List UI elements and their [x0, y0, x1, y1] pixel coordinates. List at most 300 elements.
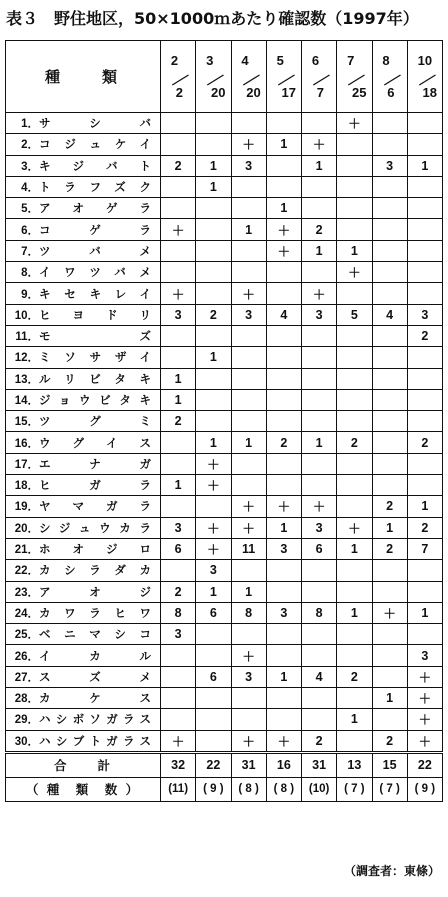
species-number: 11．: [15, 331, 39, 344]
count-cell: [231, 475, 266, 496]
species-rows: [6, 113, 443, 753]
species-name: イ カ ル: [39, 648, 151, 663]
species-number: 22．: [14, 565, 39, 578]
count-cell: [266, 624, 301, 645]
count-cell: [407, 347, 442, 368]
species-name: ハシボソガラス: [39, 712, 151, 727]
count-cell: 4: [302, 666, 337, 687]
count-cell: ＋: [196, 517, 231, 538]
count-cell: 3: [161, 517, 196, 538]
count-cell: ＋: [337, 517, 372, 538]
total-value: 22: [196, 752, 231, 777]
count-cell: 1: [407, 155, 442, 176]
count-cell: [266, 113, 301, 134]
count-cell: 6: [196, 666, 231, 687]
date-header: [266, 41, 301, 113]
count-cell: [266, 368, 301, 389]
count-cell: [372, 325, 407, 346]
date-day: 18: [422, 85, 438, 100]
count-cell: [372, 262, 407, 283]
table-row: [6, 198, 443, 219]
count-cell: ＋: [231, 517, 266, 538]
total-value: 16: [266, 752, 301, 777]
date-slash: [267, 41, 302, 112]
count-cell: [266, 347, 301, 368]
species-number: 13．: [14, 373, 39, 386]
count-cell: [302, 453, 337, 474]
count-cell: ＋: [302, 496, 337, 517]
species-name: ヒ ヨ ド リ: [39, 307, 151, 322]
date-day: 7: [316, 85, 325, 100]
species-name-cell: [6, 560, 161, 581]
count-cell: 1: [266, 517, 301, 538]
count-cell: 2: [161, 411, 196, 432]
count-cell: [231, 368, 266, 389]
species-name-cell: [6, 219, 161, 240]
count-cell: [231, 176, 266, 197]
date-day: 6: [387, 85, 395, 100]
count-cell: 3: [302, 304, 337, 325]
species-number: 25．: [14, 629, 39, 642]
species-name: ミソサザイ: [39, 350, 151, 365]
count-cell: [372, 666, 407, 687]
count-cell: [161, 688, 196, 709]
count-cell: [372, 581, 407, 602]
species-name-cell: [6, 283, 161, 304]
count-cell: [407, 134, 442, 155]
species-count-value: ( 7 ): [372, 777, 407, 801]
count-cell: [407, 283, 442, 304]
species-name-cell: [6, 496, 161, 517]
count-cell: [407, 453, 442, 474]
species-name-cell: [6, 176, 161, 197]
count-cell: [266, 262, 301, 283]
count-cell: [407, 198, 442, 219]
count-cell: [372, 453, 407, 474]
species-name: モ ズ: [39, 329, 151, 344]
count-cell: ＋: [407, 666, 442, 687]
count-cell: 2: [196, 304, 231, 325]
species-number: 21．: [14, 544, 39, 557]
count-cell: [337, 368, 372, 389]
count-cell: 3: [407, 304, 442, 325]
count-cell: [302, 325, 337, 346]
count-cell: [302, 581, 337, 602]
count-cell: 1: [302, 240, 337, 261]
count-cell: [372, 134, 407, 155]
species-name: ア オ ゲ ラ: [39, 201, 151, 216]
species-name-cell: [6, 688, 161, 709]
species-name: ツ バ メ: [39, 243, 151, 258]
species-count-value: ( 9 ): [407, 777, 442, 801]
date-header: [231, 41, 266, 113]
species-number: 30．: [14, 735, 39, 748]
table-row: [6, 155, 443, 176]
count-cell: [231, 389, 266, 410]
count-cell: [161, 325, 196, 346]
count-cell: [231, 453, 266, 474]
count-cell: 6: [302, 538, 337, 559]
count-cell: [231, 113, 266, 134]
count-cell: 2: [407, 325, 442, 346]
count-cell: 3: [231, 666, 266, 687]
count-cell: [161, 645, 196, 666]
count-cell: [372, 113, 407, 134]
count-cell: [196, 240, 231, 261]
count-cell: 1: [337, 538, 372, 559]
species-name-cell: [6, 581, 161, 602]
count-cell: [302, 113, 337, 134]
species-name: サ シ バ: [39, 116, 151, 131]
count-cell: 3: [407, 645, 442, 666]
table-row: [6, 602, 443, 623]
species-name-cell: [6, 155, 161, 176]
count-cell: ＋: [266, 496, 301, 517]
species-name: ベニマシコ: [39, 627, 151, 642]
count-cell: 1: [407, 602, 442, 623]
date-header: [196, 41, 231, 113]
count-cell: ＋: [161, 730, 196, 752]
count-cell: [266, 645, 301, 666]
species-count-value: ( 9 ): [196, 777, 231, 801]
count-cell: [302, 368, 337, 389]
count-cell: [407, 240, 442, 261]
count-cell: [337, 347, 372, 368]
species-name: カワラヒワ: [39, 605, 151, 620]
date-month: 10: [417, 53, 433, 68]
species-name: カ ケ ス: [39, 691, 151, 706]
count-cell: ＋: [196, 538, 231, 559]
count-cell: [372, 283, 407, 304]
species-count-value: ( 8 ): [266, 777, 301, 801]
date-header: [372, 41, 407, 113]
species-name-cell: [6, 602, 161, 623]
table-row: [6, 730, 443, 752]
count-cell: [407, 560, 442, 581]
count-cell: [196, 219, 231, 240]
species-count-value: ( 7 ): [337, 777, 372, 801]
count-cell: 3: [266, 602, 301, 623]
table-row: [6, 176, 443, 197]
count-cell: [302, 389, 337, 410]
date-day: 17: [281, 85, 297, 100]
count-cell: 1: [266, 134, 301, 155]
count-cell: [372, 475, 407, 496]
count-cell: ＋: [372, 602, 407, 623]
date-month: 3: [206, 53, 214, 68]
species-name: ヒ ガ ラ: [39, 478, 151, 493]
count-cell: [337, 411, 372, 432]
count-cell: [302, 198, 337, 219]
species-number: 26．: [14, 650, 39, 663]
species-header: 種 類: [6, 41, 161, 113]
count-cell: [302, 475, 337, 496]
count-cell: [196, 730, 231, 752]
species-name: エ ナ ガ: [39, 456, 151, 471]
date-month: 6: [311, 53, 320, 68]
count-cell: [372, 176, 407, 197]
count-cell: ＋: [196, 453, 231, 474]
count-cell: 1: [196, 176, 231, 197]
species-name-cell: [6, 262, 161, 283]
table-row: [6, 560, 443, 581]
count-cell: [337, 624, 372, 645]
count-cell: 5: [337, 304, 372, 325]
count-cell: ＋: [302, 283, 337, 304]
count-cell: [231, 262, 266, 283]
count-cell: 3: [372, 155, 407, 176]
table-row: [6, 262, 443, 283]
count-cell: [407, 113, 442, 134]
count-cell: [196, 709, 231, 730]
table-row: [6, 411, 443, 432]
count-cell: [231, 688, 266, 709]
date-day: 25: [352, 85, 367, 100]
count-cell: [196, 645, 231, 666]
count-cell: 1: [372, 517, 407, 538]
count-cell: 2: [161, 581, 196, 602]
count-cell: [372, 389, 407, 410]
count-cell: [266, 453, 301, 474]
species-number: 18．: [14, 480, 39, 493]
count-cell: 2: [372, 496, 407, 517]
count-cell: [161, 262, 196, 283]
count-cell: [337, 176, 372, 197]
count-cell: 3: [196, 560, 231, 581]
species-number: 17．: [14, 458, 39, 471]
date-day: 20: [246, 85, 261, 100]
species-name-cell: [6, 517, 161, 538]
count-cell: ＋: [407, 709, 442, 730]
count-cell: [266, 688, 301, 709]
count-cell: [196, 389, 231, 410]
count-cell: 7: [407, 538, 442, 559]
species-name: コ ゲ ラ: [39, 222, 151, 237]
count-cell: ＋: [231, 496, 266, 517]
species-number: 4．: [21, 182, 39, 195]
count-cell: [302, 560, 337, 581]
count-cell: 2: [407, 517, 442, 538]
species-number: 19．: [14, 501, 39, 514]
count-cell: [196, 113, 231, 134]
count-cell: 1: [266, 198, 301, 219]
count-cell: [337, 581, 372, 602]
species-number: 6．: [21, 224, 39, 237]
count-cell: 2: [372, 730, 407, 752]
count-cell: [372, 645, 407, 666]
table-row: [6, 688, 443, 709]
table-row: [6, 283, 443, 304]
count-cell: [337, 645, 372, 666]
species-number: 23．: [14, 586, 39, 599]
date-header: [161, 41, 196, 113]
count-cell: [266, 176, 301, 197]
count-cell: 1: [196, 581, 231, 602]
table-row: [6, 432, 443, 453]
species-name-cell: [6, 134, 161, 155]
species-name-cell: [6, 389, 161, 410]
count-cell: [337, 560, 372, 581]
species-name: ツ グ ミ: [39, 414, 151, 429]
species-number: 7．: [21, 245, 39, 258]
count-cell: 2: [372, 538, 407, 559]
count-cell: 1: [337, 240, 372, 261]
species-number: 24．: [14, 607, 39, 620]
species-count-label: （ 種 類 数 ）: [6, 777, 161, 801]
count-cell: [266, 475, 301, 496]
count-cell: 8: [302, 602, 337, 623]
species-name: コジュケイ: [39, 137, 151, 152]
count-cell: [337, 389, 372, 410]
species-name-cell: [6, 368, 161, 389]
count-cell: 1: [196, 432, 231, 453]
count-cell: 2: [337, 432, 372, 453]
species-name-cell: [6, 198, 161, 219]
count-cell: [337, 219, 372, 240]
count-cell: [407, 262, 442, 283]
date-slash: [337, 41, 372, 112]
count-cell: 1: [407, 496, 442, 517]
table-row: [6, 666, 443, 687]
count-cell: [231, 347, 266, 368]
total-value: 31: [302, 752, 337, 777]
count-cell: ＋: [337, 113, 372, 134]
count-cell: 1: [266, 666, 301, 687]
date-slash: [232, 41, 267, 112]
count-cell: [231, 709, 266, 730]
count-cell: 1: [337, 602, 372, 623]
count-cell: 2: [302, 730, 337, 752]
date-slash: [196, 41, 231, 112]
count-cell: [302, 411, 337, 432]
count-cell: 3: [161, 624, 196, 645]
count-cell: [196, 283, 231, 304]
table-row: [6, 538, 443, 559]
count-cell: [302, 709, 337, 730]
species-name-cell: [6, 113, 161, 134]
table-row: [6, 347, 443, 368]
count-cell: 2: [266, 432, 301, 453]
totals-row: [6, 752, 443, 777]
count-cell: [196, 368, 231, 389]
count-cell: [407, 368, 442, 389]
count-cell: [161, 666, 196, 687]
count-cell: [407, 581, 442, 602]
table-row: [6, 219, 443, 240]
table-row: [6, 368, 443, 389]
date-day: 20: [211, 85, 226, 100]
table-row: [6, 645, 443, 666]
header-row: [6, 41, 443, 113]
count-cell: ＋: [161, 283, 196, 304]
table-row: [6, 475, 443, 496]
count-cell: 6: [161, 538, 196, 559]
count-cell: 8: [231, 602, 266, 623]
count-cell: [161, 347, 196, 368]
count-cell: 1: [372, 688, 407, 709]
table-row: [6, 325, 443, 346]
count-cell: [196, 134, 231, 155]
count-cell: [161, 432, 196, 453]
count-cell: [372, 347, 407, 368]
species-number: 10．: [14, 309, 39, 322]
species-count-row: [6, 777, 443, 801]
count-cell: [302, 645, 337, 666]
count-cell: [372, 624, 407, 645]
species-count-value: ( 8 ): [231, 777, 266, 801]
count-cell: ＋: [231, 134, 266, 155]
table-row: [6, 304, 443, 325]
count-cell: 1: [302, 155, 337, 176]
table-row: [6, 453, 443, 474]
count-cell: ＋: [407, 688, 442, 709]
count-cell: 4: [372, 304, 407, 325]
species-count-value: (11): [161, 777, 196, 801]
species-number: 16．: [14, 437, 39, 450]
date-month: 2: [170, 53, 179, 68]
species-name-cell: [6, 453, 161, 474]
count-cell: [161, 709, 196, 730]
count-cell: ＋: [231, 283, 266, 304]
count-cell: [372, 432, 407, 453]
count-cell: [161, 453, 196, 474]
table-row: [6, 496, 443, 517]
count-cell: [302, 262, 337, 283]
species-name-cell: [6, 475, 161, 496]
count-cell: 1: [196, 155, 231, 176]
date-month: 7: [347, 53, 355, 68]
date-day: 2: [175, 85, 184, 100]
count-cell: [372, 368, 407, 389]
count-cell: [407, 475, 442, 496]
count-cell: [266, 560, 301, 581]
date-slash: [373, 41, 408, 112]
count-cell: [231, 411, 266, 432]
count-cell: [337, 283, 372, 304]
count-cell: [161, 176, 196, 197]
species-name: イワツバメ: [39, 265, 151, 280]
species-name: ルリビタキ: [39, 371, 151, 386]
species-number: 27．: [14, 671, 39, 684]
species-name: ス ズ メ: [39, 669, 151, 684]
count-cell: 1: [196, 347, 231, 368]
count-cell: [266, 709, 301, 730]
table-row: [6, 517, 443, 538]
count-cell: [266, 283, 301, 304]
count-cell: 3: [231, 304, 266, 325]
species-number: 1．: [21, 118, 39, 131]
species-name-cell: [6, 709, 161, 730]
count-cell: 1: [231, 432, 266, 453]
count-cell: [161, 496, 196, 517]
count-cell: [196, 198, 231, 219]
count-cell: [161, 113, 196, 134]
count-cell: [231, 198, 266, 219]
count-cell: [372, 709, 407, 730]
count-cell: ＋: [407, 730, 442, 752]
species-name: ハシブトガラス: [39, 733, 151, 748]
count-cell: ＋: [266, 730, 301, 752]
count-cell: ＋: [337, 262, 372, 283]
count-cell: [196, 688, 231, 709]
count-cell: [161, 240, 196, 261]
date-month: 4: [241, 53, 249, 68]
count-cell: [407, 389, 442, 410]
species-name-cell: [6, 411, 161, 432]
count-cell: 1: [302, 432, 337, 453]
total-value: 31: [231, 752, 266, 777]
count-cell: ＋: [231, 730, 266, 752]
